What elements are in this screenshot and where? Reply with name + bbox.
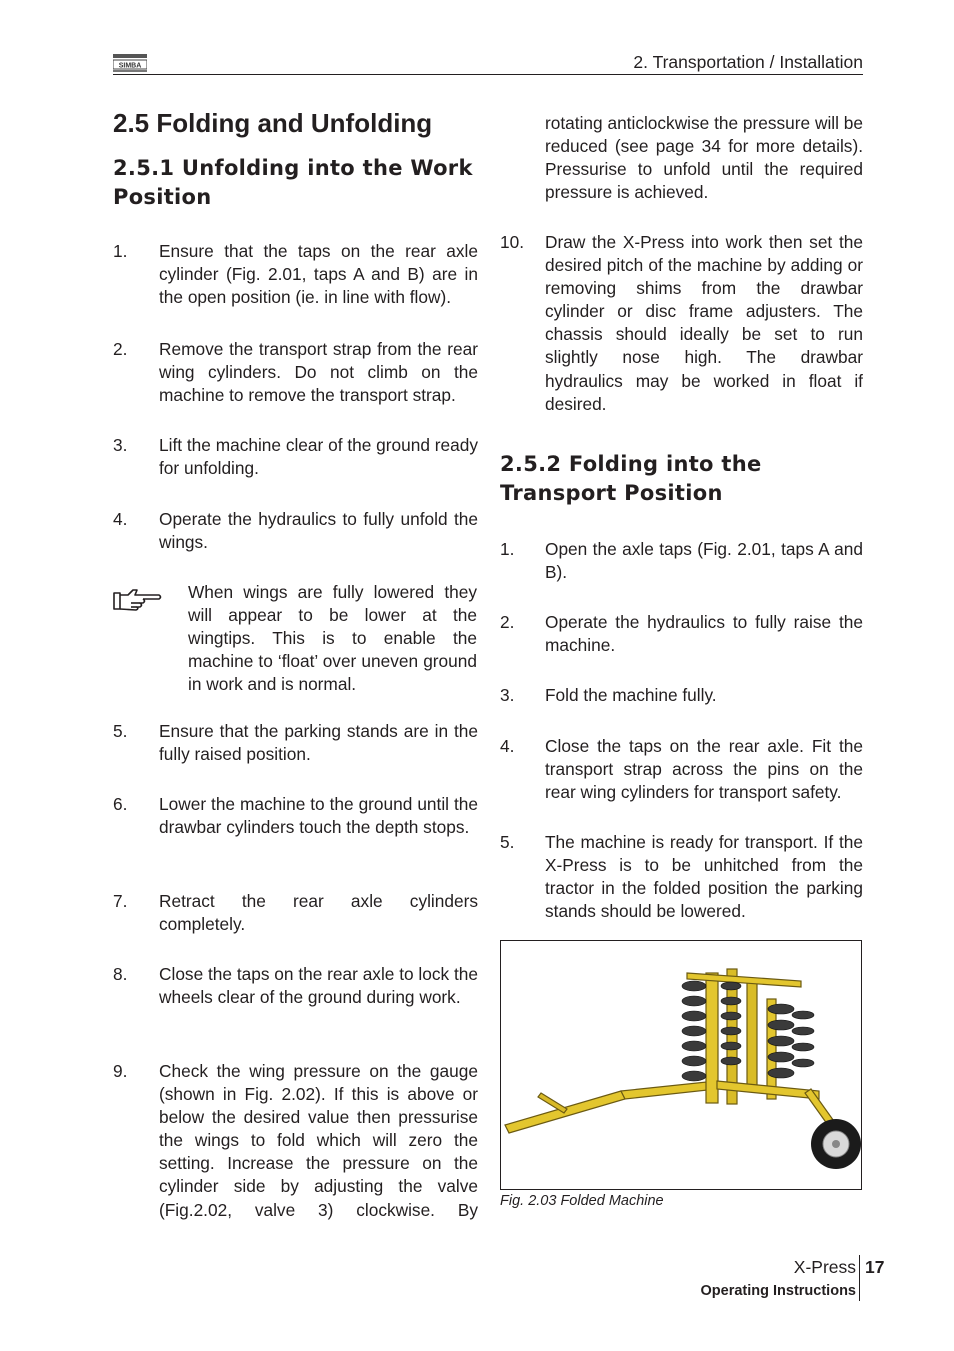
list-item-text: The machine is ready for transport. If the X-Press is to be unhitched from the tractor in the folded position the parking stands should be lowered. — [545, 832, 863, 922]
subsection-heading-unfolding: 2.5.1 Unfolding into the Work Position — [113, 156, 473, 209]
list-item-number: 1. — [500, 539, 515, 559]
list-item-text: Ensure that the taps on the rear axle cylinder (Fig. 2.01, taps A and B) are in the open position (ie. in line with flow). — [159, 241, 478, 308]
continued-paragraph: rotating anticlockwise the pressure will be reduced (see page 34 for more details). Pressurise to unfold until the required pressure is achieved. — [545, 113, 863, 203]
svg-text:SIMBA: SIMBA — [118, 62, 142, 70]
list-item-text: Retract the rear axle cylinders completely. — [159, 891, 478, 935]
list-item-text: Close the taps on the rear axle. Fit the transport strap across the pins on the rear wing cylinders for transport safety. — [545, 736, 863, 803]
list-item-number: 1. — [113, 241, 128, 261]
header-section-title: 2. Transportation / Installation — [633, 52, 863, 72]
list-item-text: Close the taps on the rear axle to lock the wheels clear of the ground during work. — [159, 964, 478, 1008]
list-item-text: Lower the machine to the ground until the drawbar cylinders touch the depth stops. — [159, 794, 478, 838]
pointing-hand-icon — [113, 586, 163, 614]
list-item-number: 10. — [500, 232, 525, 252]
list-item-number: 5. — [500, 832, 515, 852]
footer-product-name: X-Press — [793, 1257, 856, 1277]
list-item-number: 4. — [113, 509, 128, 529]
folded-machine-photo — [500, 940, 862, 1190]
list-item-text: Lift the machine clear of the ground ready for unfolding. — [159, 435, 478, 479]
page-title: 2.5 Folding and Unfolding — [113, 108, 433, 138]
subsection-heading-folding: 2.5.2 Folding into the Transport Position — [500, 452, 762, 505]
footer-divider — [859, 1255, 860, 1301]
list-item-number: 3. — [113, 435, 128, 455]
list-item-number: 6. — [113, 794, 128, 814]
simba-logo — [113, 54, 147, 72]
header-rule — [113, 74, 863, 75]
list-item-number: 3. — [500, 685, 515, 705]
list-item-number: 5. — [113, 721, 128, 741]
list-item-number: 4. — [500, 736, 515, 756]
list-item-text: Operate the hydraulics to fully unfold the wings. — [159, 509, 478, 553]
figure-caption: Fig. 2.03 Folded Machine — [500, 1193, 664, 1209]
list-item-text: Remove the transport strap from the rear wing cylinders. Do not climb on the machine to remove the transport strap. — [159, 339, 478, 406]
list-item-number: 8. — [113, 964, 128, 984]
footer-subtitle: Operating Instructions — [700, 1283, 856, 1299]
note-text: When wings are fully lowered they will appear to be lower at the wingtips. This is to enable the machine to ‘float’ over uneven ground in work and is normal. — [188, 582, 477, 695]
list-item-text: Open the axle taps (Fig. 2.01, taps A and B). — [545, 539, 863, 583]
list-item-text: Fold the machine fully. — [545, 685, 717, 705]
list-item-number: 9. — [113, 1061, 128, 1081]
list-item-number: 2. — [500, 612, 515, 632]
list-item-text: Check the wing pressure on the gauge (shown in Fig. 2.02). If this is above or below the desired value then pressurise the wings to fold which will zero the setting. Increase the pressure on the cylinder side by adjusting the valve (Fig.2.02, valve 3) clockwise. By — [159, 1061, 478, 1220]
list-item-text: Operate the hydraulics to fully raise the machine. — [545, 612, 863, 656]
page-number: 17 — [865, 1257, 885, 1277]
list-item-number: 2. — [113, 339, 128, 359]
list-item-text: Ensure that the parking stands are in the fully raised position. — [159, 721, 478, 765]
list-item-number: 7. — [113, 891, 128, 911]
list-item-text: Draw the X-Press into work then set the desired pitch of the machine by adding or removing shims from the drawbar cylinder or disc frame adjusters. The chassis should ideally be set to run slightly nose high. The drawbar hydraulics may be worked in float if desired. — [545, 232, 863, 414]
